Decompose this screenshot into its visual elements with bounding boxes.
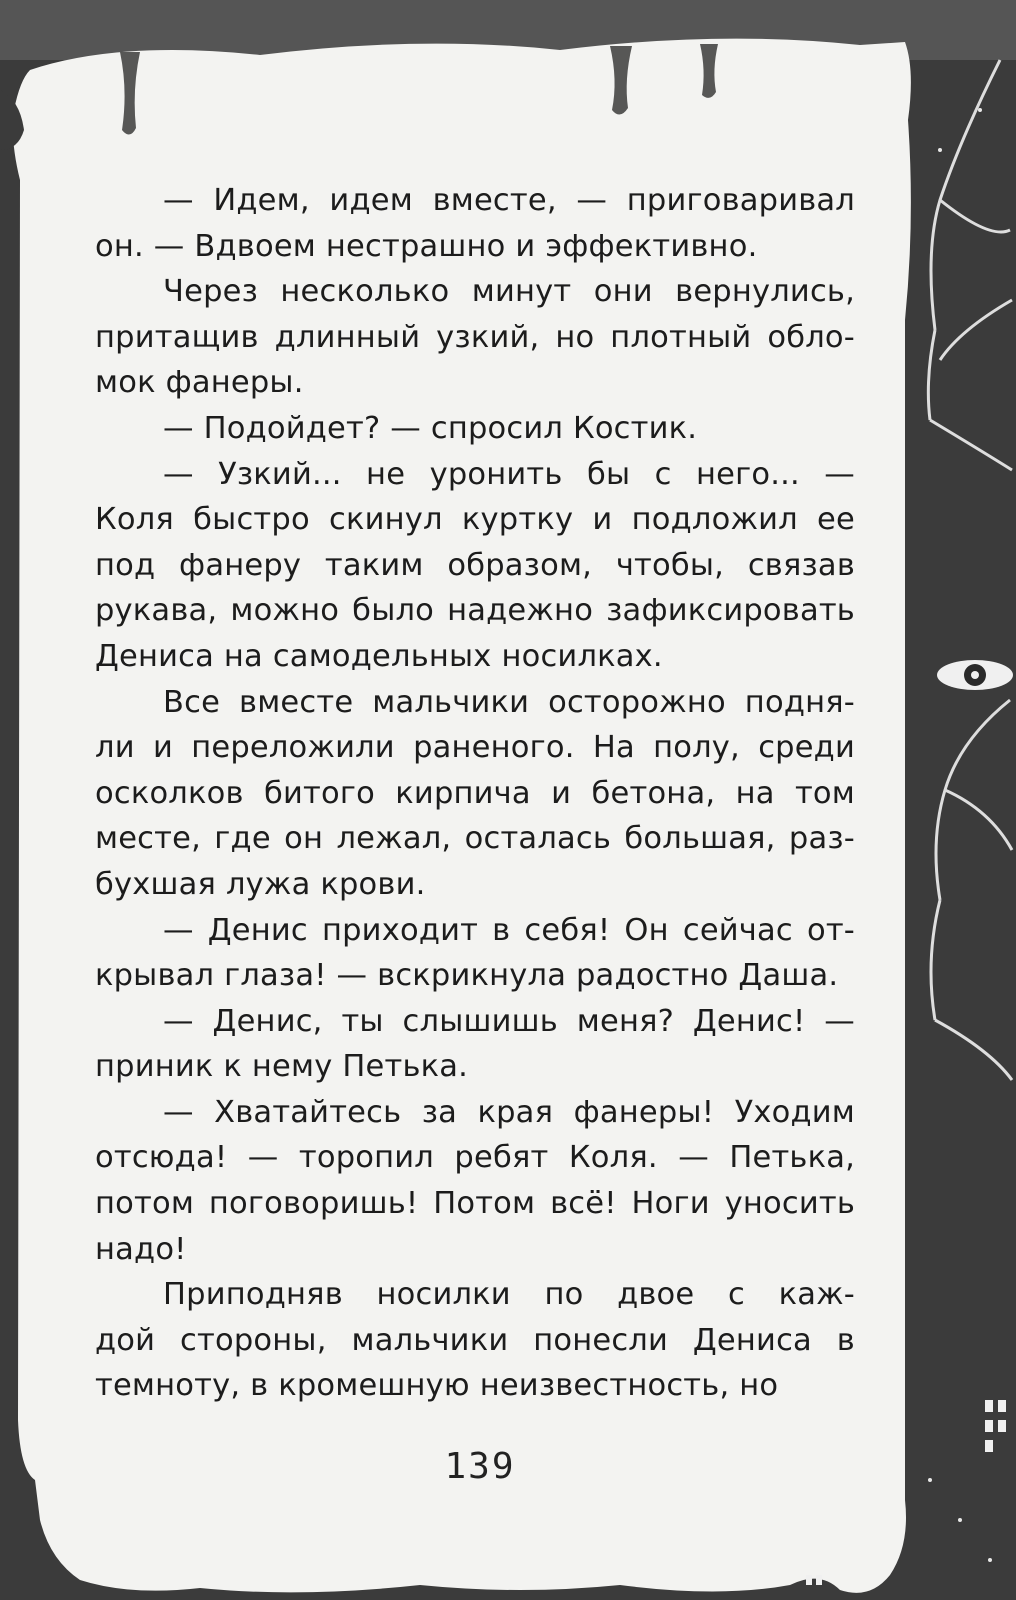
text-line: бухшая лужа крови. [95,866,426,902]
text-line: он. — Вдвоем нестрашно и эффективно. [95,228,758,264]
text-line: — Узкий... не уронить бы с него... — [163,456,855,492]
text-line: крывал глаза! — вскрикнула радостно Даша. [95,958,839,994]
text-line: — Денис приходит в себя! Он сейчас от- [163,912,855,948]
text-line: под фанеру таким образом, чтобы, связав [95,547,855,583]
paragraph [95,680,855,908]
paragraph [95,908,855,999]
text-line: осколков битого кирпича и бетона, на том [95,775,855,811]
paragraph [95,1090,855,1272]
body-text [95,178,855,1409]
text-line: дой стороны, мальчики понесли Дениса в [95,1322,855,1358]
paragraph [95,999,855,1090]
paragraph [95,269,855,406]
text-line: надо! [95,1231,187,1267]
text-line: темноту, в кромешную неизвестность, но [95,1368,779,1404]
paragraph [95,452,855,680]
text-line: рукава, можно было надежно зафиксировать [95,593,855,629]
text-line: — Хватайтесь за края фанеры! Уходим [163,1094,855,1130]
text-line: ли и переложили раненого. На полу, среди [95,730,855,766]
text-line: мок фанеры. [95,365,304,401]
text-line: приник к нему Петька. [95,1049,469,1085]
paragraph [95,178,855,269]
text-line: Дениса на самодельных носилках. [95,638,663,674]
text-line: — Идем, идем вместе, — приговаривал [163,183,855,218]
text-line: притащив длинный узкий, но плотный обло- [95,319,855,355]
text-line: месте, где он лежал, осталась большая, раз- [95,821,855,857]
text-line: потом поговоришь! Потом всё! Ноги уносить [95,1186,855,1222]
text-line: Коля быстро скинул куртку и подложил ее [95,502,855,538]
text-line: — Денис, ты слышишь меня? Денис! — [163,1003,855,1039]
page-number: 139 [444,1446,516,1487]
eye-icon [937,660,1013,690]
paragraph [95,1272,855,1409]
paragraph [95,406,855,452]
text-line: — Подойдет? — спросил Костик. [163,410,698,446]
text-line: Все вместе мальчики осторожно подня- [163,684,855,720]
text-line: Приподняв носилки по двое с каж- [163,1277,855,1313]
text-line: Через несколько минут они вернулись, [163,274,855,310]
text-line: отсюда! — торопил ребят Коля. — Петька, [95,1140,855,1176]
